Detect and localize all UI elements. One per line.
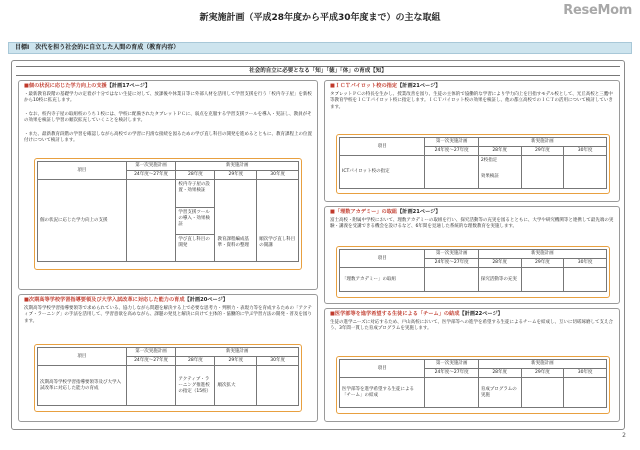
col-y30: 30年度 xyxy=(564,259,607,268)
plan-table xyxy=(339,359,607,408)
section-title: ■「理数アカデミー」の取組【計画21ページ】 xyxy=(330,209,441,215)
plan-table-box xyxy=(336,356,610,414)
section-body: タブレットＰＣの特長を生かし、授業改善を図り、生徒の主体的で協働的な学習により学力向上を目指すモデル校として、光丘高校と三鷹中等教育学校をＩＣＴパイロット校に指定します。ＩＣＴパイロット校の効果を検証し、他の都立高校でのＩＣＴの活用について検討していきます。 xyxy=(330,92,613,110)
col-new-plan: 新実施計画 xyxy=(176,348,299,357)
section-body: ・最新教育段階の基礎学力の定着が十分ではない生徒に対して、放課後や休業日等に外部人材を活用して学習支援を行う「校内寺子屋」を新校から10校に拡充します。 xyxy=(24,92,312,104)
col-y30: 30年度 xyxy=(257,357,299,366)
cell-text: 探究活動等の充実 xyxy=(478,268,521,292)
col-y30: 30年度 xyxy=(257,171,299,180)
row-item: 医学部等を進学希望する生徒による「チーム」の結成 xyxy=(340,378,425,408)
col-item: 項目 xyxy=(340,138,425,156)
col-y28: 28年度 xyxy=(478,369,521,378)
col-phase1: 第一次実施計画 xyxy=(126,162,176,171)
col-y29: 29年度 xyxy=(215,171,257,180)
cell-text: 校内寺子屋の設置・効果検証 xyxy=(178,182,210,194)
row-item: 次期高等学校学習指導要領等及び大学入試改革に対応した能力の育成 xyxy=(38,366,127,406)
goal-heading: 目標Ⅰ 次代を担う社会的に自立した人間の育成（教育内容） xyxy=(8,42,632,54)
col-phase1: 第一次実施計画 xyxy=(425,360,478,369)
cell-text: 順次学び直し科目の開講 xyxy=(259,237,296,249)
cell-text: 教育課程編成基準・資料の整理 xyxy=(217,237,249,249)
cell-text: 学習支援ツールの導入・効果検証 xyxy=(176,207,214,234)
col-phase1-years: 24年度～27年度 xyxy=(425,147,478,156)
col-phase1: 第一次実施計画 xyxy=(425,138,478,147)
section-title: ■次期高等学校学習指導要領及び大学入試改革に対応した能力の育成【計画20ページ】 xyxy=(24,297,228,303)
col-phase1: 第一次実施計画 xyxy=(425,250,478,259)
section-body: 次期高等学校学習指導要領等で求められている、協力しながら問題を解決する上で必要な思考力・判断力・表現力等を育成するための「アクティブ・ラーニング」の手法を活用して、学習意欲を高めながら、課題の発見と解決に向けて主体的・協働的に学ぶ学習方法の開発・普及を図ります。 xyxy=(24,306,312,324)
col-y28: 28年度 xyxy=(478,259,521,268)
section-body: 富士高校・附属中学校において、理数アカデミーの取組を行い、探究活動等の充実を図るとともに、大学や研究機関等と連携して最先端の実験・講義を受講できる機会を設けるなど、6年間を見通した系統的な理数教育を実施します。 xyxy=(330,218,614,230)
row-item: 個の状況に応じた学力向上の支援 xyxy=(38,180,127,262)
plan-table-box xyxy=(34,344,302,412)
page-number: 2 xyxy=(622,431,626,439)
cell-text: 順次拡大 xyxy=(215,366,257,406)
section-title: ■個の状況に応じた学力向上の支援【計画17ページ】 xyxy=(24,83,151,89)
row-item: ICTパイロット校の指定 xyxy=(340,156,425,189)
cell-text: 育成プログラムの実施 xyxy=(478,378,521,408)
col-new-plan: 新実施計画 xyxy=(478,360,606,369)
row-item: 「理数アカデミー」の取組 xyxy=(340,268,425,292)
cell-text: アクティブ・ラーニング推進校の指定（15校） xyxy=(176,366,215,406)
plan-table-box xyxy=(34,158,302,270)
section-body: ・なお、校内寺子屋の取組校のうち１校には、学校に配備されたタブレットＰＣに、弱点を克服する学習支援ツールを導入・実証し、教員がその効果を検証し学習の順次拡充していくことを検討します。 xyxy=(24,112,312,124)
cell-text: 学び直し科目の開発 xyxy=(176,234,214,260)
resemom-logo: ReseMom xyxy=(563,3,632,18)
society-heading: 社会的自立に必要となる「知」「徳」「体」の育成【知】 xyxy=(16,66,620,76)
section-title: ■ＩＣＴパイロット校の指定【計画21ページ】 xyxy=(330,83,441,89)
col-phase1-years: 24年度～27年度 xyxy=(126,171,176,180)
col-phase1-years: 24年度～27年度 xyxy=(425,369,478,378)
col-phase1-years: 24年度～27年度 xyxy=(126,357,176,366)
col-new-plan: 新実施計画 xyxy=(478,250,606,259)
plan-table xyxy=(339,249,607,292)
cell-text: 2校指定 xyxy=(480,158,498,164)
section-title: ■医学部等を進学希望する生徒による「チーム」の結成【計画22ページ】 xyxy=(330,311,503,317)
plan-table xyxy=(339,137,607,189)
plan-table xyxy=(37,161,299,262)
col-phase1: 第一次実施計画 xyxy=(126,348,176,357)
cell-text: 効果検証 xyxy=(480,174,499,180)
page-title: 新実施計画（平成28年度から平成30年度まで）の主な取組 xyxy=(199,13,441,23)
col-item: 項目 xyxy=(38,162,127,180)
plan-table xyxy=(37,347,299,406)
col-y29: 29年度 xyxy=(521,369,564,378)
col-item: 項目 xyxy=(340,360,425,378)
col-y28: 28年度 xyxy=(176,171,215,180)
col-y29: 29年度 xyxy=(521,147,564,156)
plan-table-box xyxy=(336,246,610,298)
col-y30: 30年度 xyxy=(564,147,607,156)
col-item: 項目 xyxy=(38,348,127,366)
col-y28: 28年度 xyxy=(478,147,521,156)
col-y29: 29年度 xyxy=(521,259,564,268)
section-body: ・また、最新教育段階の学習を確認しながら高校での学習に円滑な接続を図るための学び直し科目の開発を進めるとともに、教育課程上の位置付けについて検討します。 xyxy=(24,132,312,144)
col-new-plan: 新実施計画 xyxy=(478,138,606,147)
plan-table-box xyxy=(336,134,610,194)
col-y29: 29年度 xyxy=(215,357,257,366)
col-y30: 30年度 xyxy=(564,369,607,378)
col-item: 項目 xyxy=(340,250,425,268)
section-body: 生徒の進学ニーズに対応するため、戸山高校において、医学部等への進学を希望する生徒によるチームを結成し、互いに切磋琢磨して支え合う、3年間一貫した育成プログラムを実施します。 xyxy=(330,320,613,332)
col-y28: 28年度 xyxy=(176,357,215,366)
col-phase1-years: 24年度～27年度 xyxy=(425,259,478,268)
col-new-plan: 新実施計画 xyxy=(176,162,299,171)
